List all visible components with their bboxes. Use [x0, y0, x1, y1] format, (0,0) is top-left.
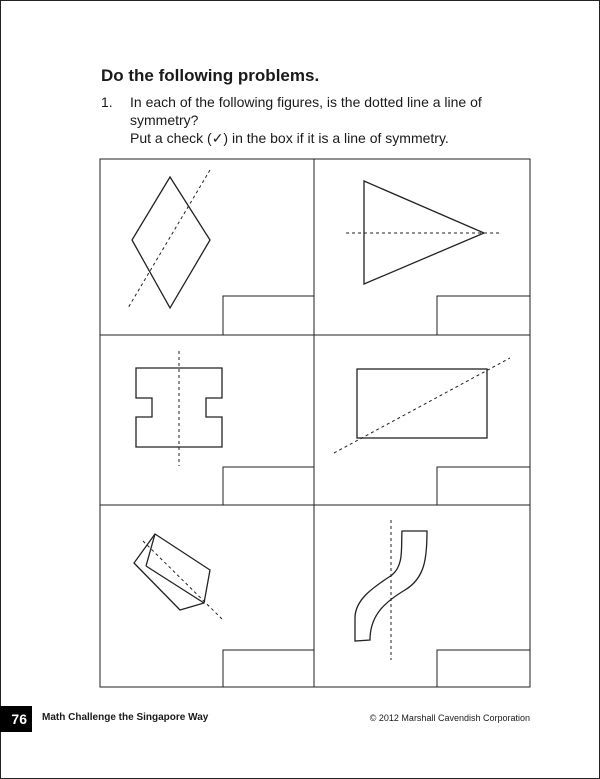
- figure-triangle: [346, 181, 502, 284]
- check-box-5[interactable]: [223, 650, 314, 687]
- problem-instruction: Put a check (✓) in the box if it is a line of symmetry.: [130, 130, 449, 146]
- figure-i-beam: [136, 351, 222, 466]
- figure-bent-shape: [134, 534, 223, 620]
- grid-outline: [100, 159, 530, 687]
- problem-question: In each of the following figures, is the dotted line a line of symmetry?: [130, 94, 482, 128]
- dotted-line: [334, 358, 510, 453]
- check-box-2[interactable]: [437, 296, 530, 335]
- page-number-tab: [0, 706, 32, 732]
- figure-rectangle: [334, 358, 510, 453]
- section-heading: Do the following problems.: [101, 66, 320, 85]
- dotted-line: [128, 170, 210, 308]
- book-title: Math Challenge the Singapore Way: [42, 712, 209, 723]
- check-box-3[interactable]: [223, 467, 314, 505]
- check-box-4[interactable]: [437, 467, 530, 505]
- figure-s-curve: [355, 520, 427, 660]
- check-box-1[interactable]: [223, 296, 314, 335]
- problem-number: 1.: [101, 94, 113, 110]
- page-number: 76: [11, 711, 27, 727]
- check-box-6[interactable]: [437, 650, 530, 687]
- figure-rhombus: [128, 170, 210, 308]
- copyright-text: © 2012 Marshall Cavendish Corporation: [369, 713, 530, 723]
